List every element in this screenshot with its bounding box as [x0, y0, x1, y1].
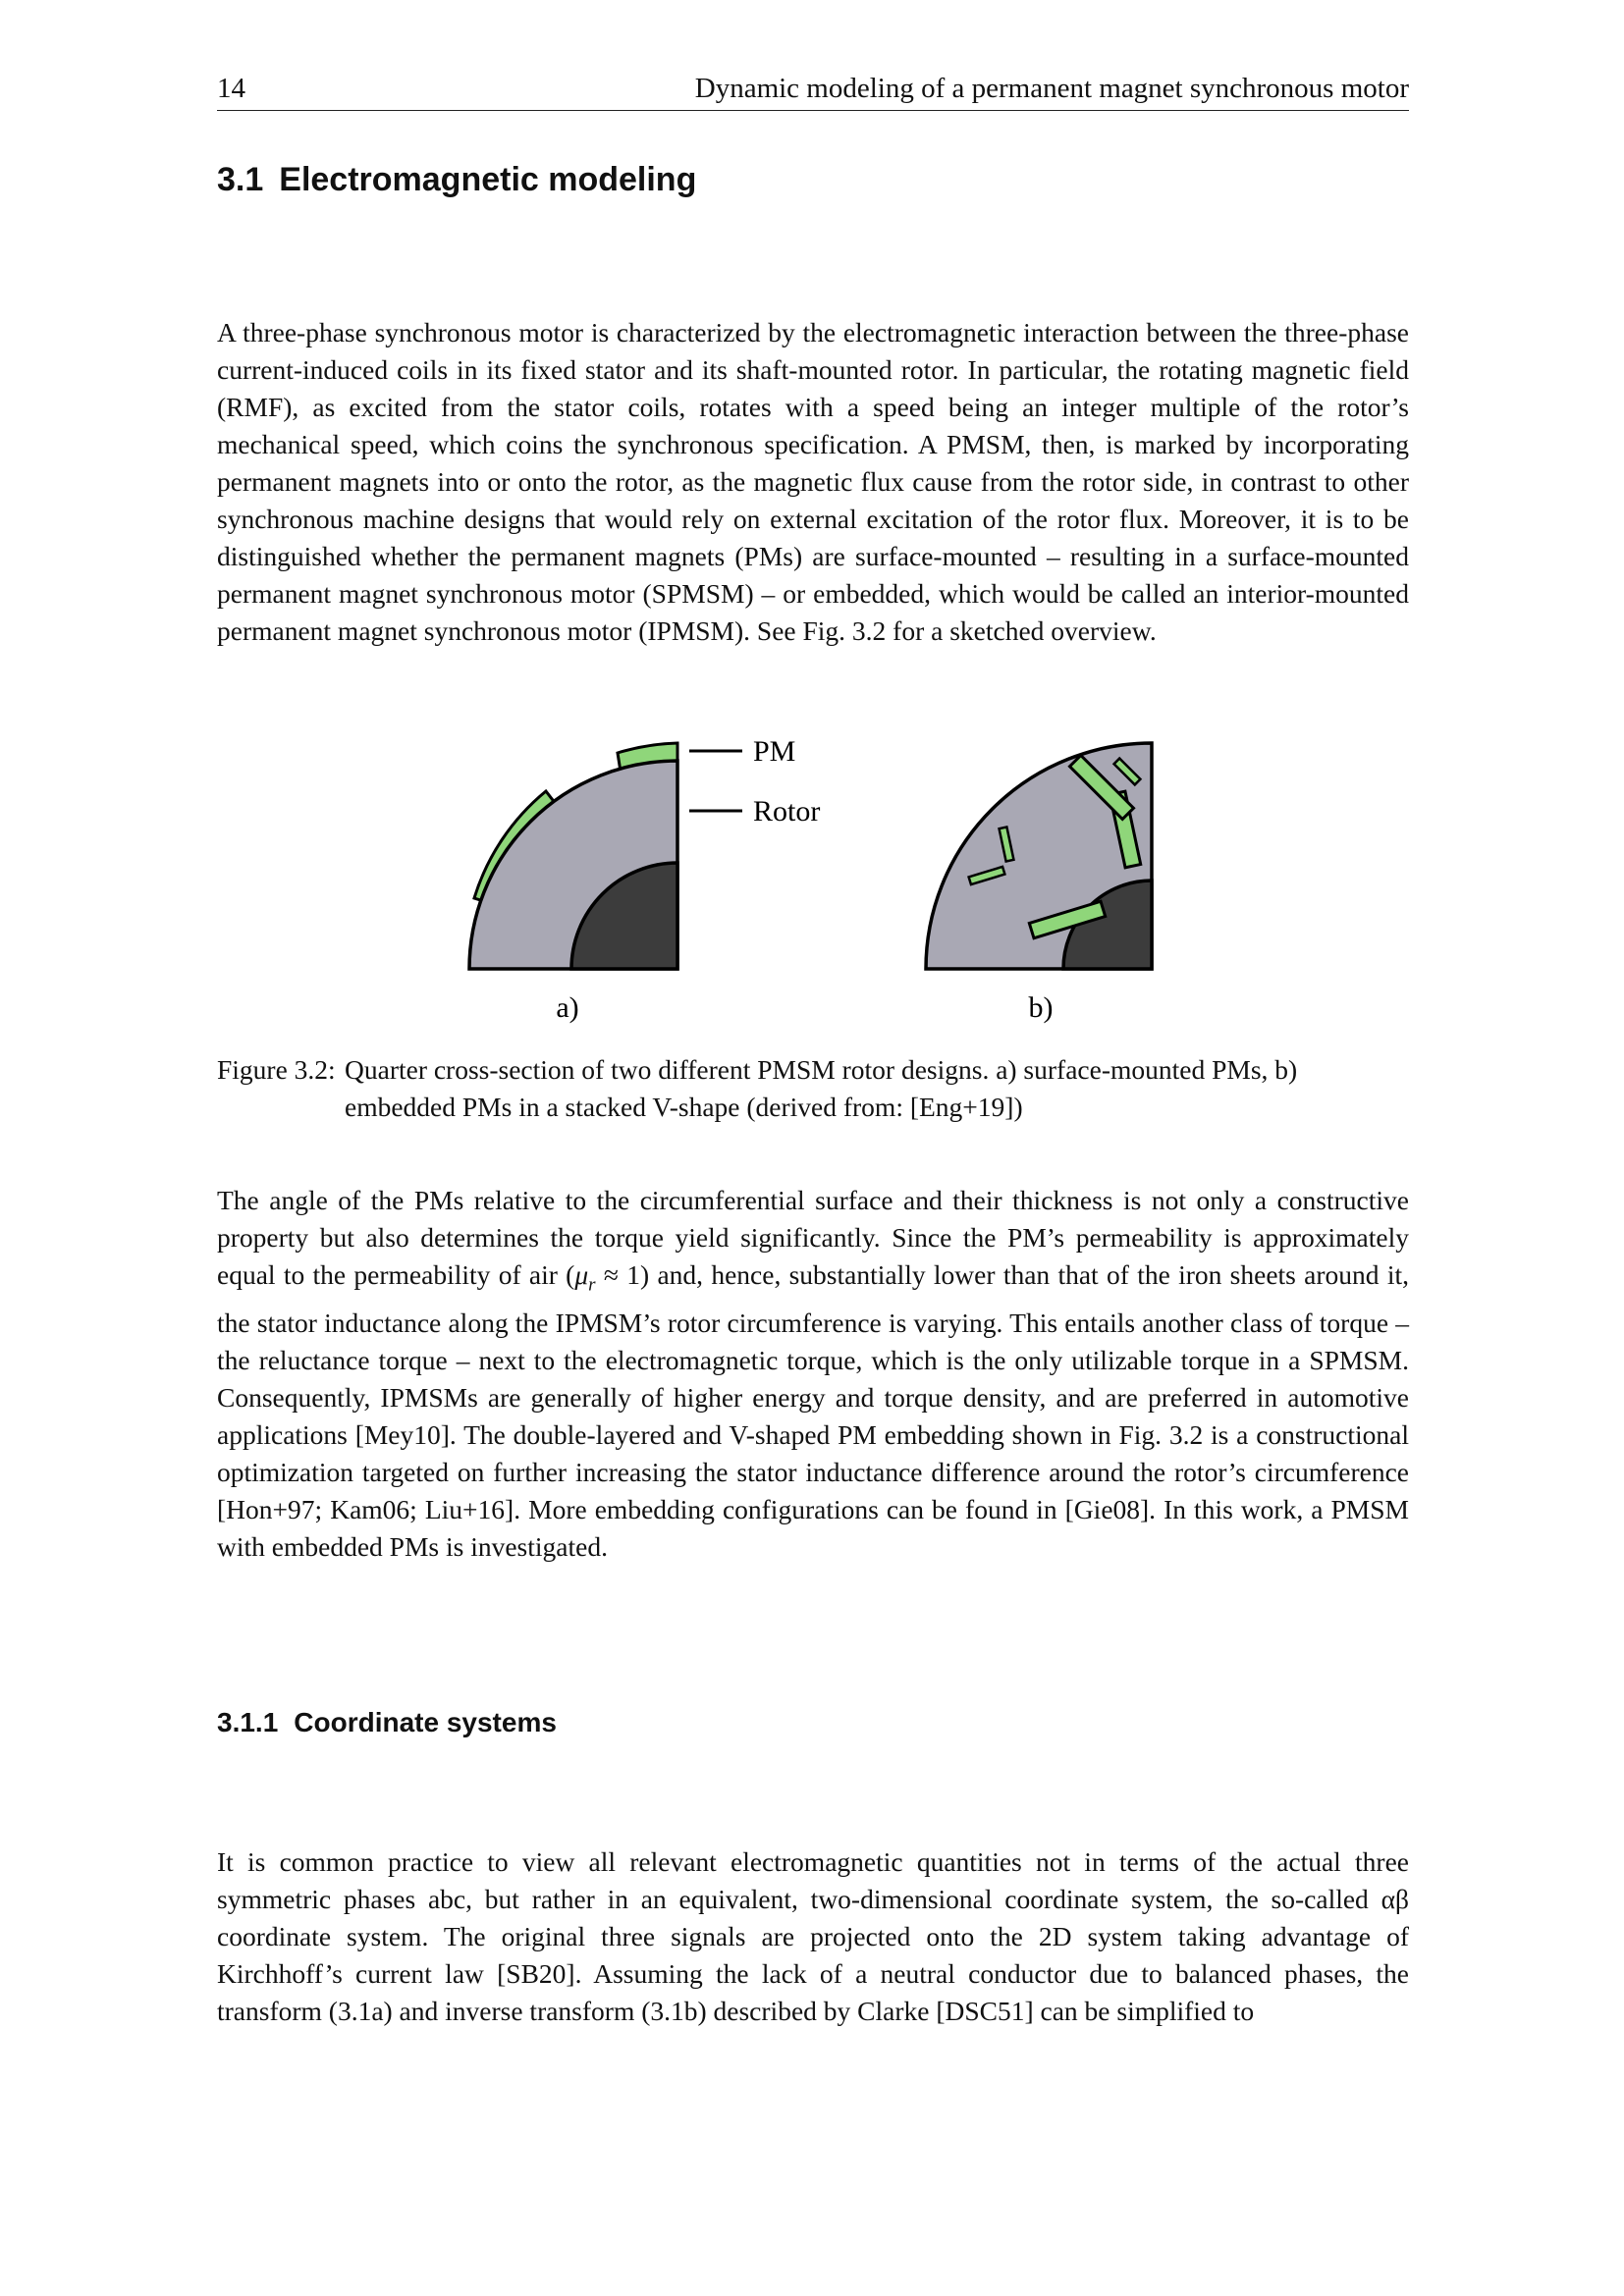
label-b: b) — [1028, 991, 1054, 1024]
section-heading — [217, 161, 696, 199]
subsection-number: 3.1.1 — [217, 1707, 279, 1737]
rotor-b — [926, 743, 1152, 1024]
page-number: 14 — [217, 73, 245, 104]
caption-label: Figure 3.2: — [217, 1054, 336, 1085]
paragraph-pm-angle-text-2: ) and, hence, substantially lower than that of the iron sheets around it, the stator inductance along the IPMSM’s rotor circumference is varying. This entails another class of torque – the reluctance torque – next to the electromagnetic torque, which is the only utilizable torque in a SPMSM. Consequently, IPMSMs are generally of higher energy and torque density, and are preferred in automotive applications [Mey10]. The double-layered and V-shaped PM embedding shown in Fig. 3.2 is a constructional optimization targeted on further increasing the stator inductance difference around the rotor’s circumference [Hon+97; Kam06; Liu+16]. More embedding configurations can be found in [Gie08]. In this work, a PMSM with embedded PMs is investigated. — [217, 1259, 1409, 1562]
rotor-cross-section-svg — [432, 726, 1218, 1041]
paragraph-pm-angle — [217, 1182, 1409, 1566]
label-a: a) — [556, 991, 579, 1024]
running-title: Dynamic modeling of a permanent magnet synchronous motor — [694, 73, 1409, 104]
label-pm: PM — [753, 735, 796, 768]
rotor-a — [469, 735, 820, 1024]
subsection-title: Coordinate systems — [294, 1707, 557, 1737]
paragraph-coordinate-systems: It is common practice to view all relevant electromagnetic quantities not in terms of the actual three symmetric phases abc, but rather in an equivalent, two-dimensional coordinate system, the so-called αβ coordinate system. The original three signals are projected onto the 2D system taking advantage of Kirchhoff’s current law [SB20]. Assuming the lack of a neutral conductor due to balanced phases, the transform (3.1a) and inverse transform (3.1b) described by Clarke [DSC51] can be simplified to — [217, 1846, 1409, 2026]
caption-text: Quarter cross-section of two different PMSM rotor designs. a) surface-mounted PMs, b) embedded PMs in a stacked V-shape (derived from: [Eng+19]) — [345, 1054, 1298, 1122]
figure-rotor-designs — [432, 726, 1218, 1041]
subsection-heading — [217, 1707, 557, 1738]
figure-caption — [217, 1051, 1409, 1126]
paragraph-pm-angle-text-1: The angle of the PMs relative to the circumferential surface and their thickness is not only a constructive property but also determines the torque yield significantly. Since the PM’s permeability is approximately equal to the permeability of air ( — [217, 1185, 1409, 1290]
section-number: 3.1 — [217, 161, 264, 198]
mu-relation: ≈ 1 — [595, 1259, 640, 1290]
mu-symbol: μ — [574, 1259, 589, 1290]
mu-subscript: r — [588, 1274, 596, 1296]
section-title: Electromagnetic modeling — [279, 161, 697, 198]
paragraph-intro: A three-phase synchronous motor is characterized by the electromagnetic interaction between the three-phase current-induced coils in its fixed stator and its shaft-mounted rotor. In particular, the rotating magnetic field (RMF), as excited from the stator coils, rotates with a speed being an integer multiple of the rotor’s mechanical speed, which coins the synchronous specification. A PMSM, then, is marked by incorporating permanent magnets into or onto the rotor, as the magnetic flux cause from the rotor side, in contrast to other synchronous machine designs that would rely on external excitation of the rotor flux. Moreover, it is to be distinguished whether the permanent magnets (PMs) are surface-mounted – resulting in a surface-mounted permanent magnet synchronous motor (SPMSM) – or embedded, which would be called an interior-mounted permanent magnet synchronous motor (IPMSM). See Fig. 3.2 for a sketched overview. — [217, 317, 1409, 646]
label-rotor: Rotor — [753, 795, 821, 828]
running-header — [217, 71, 1409, 111]
